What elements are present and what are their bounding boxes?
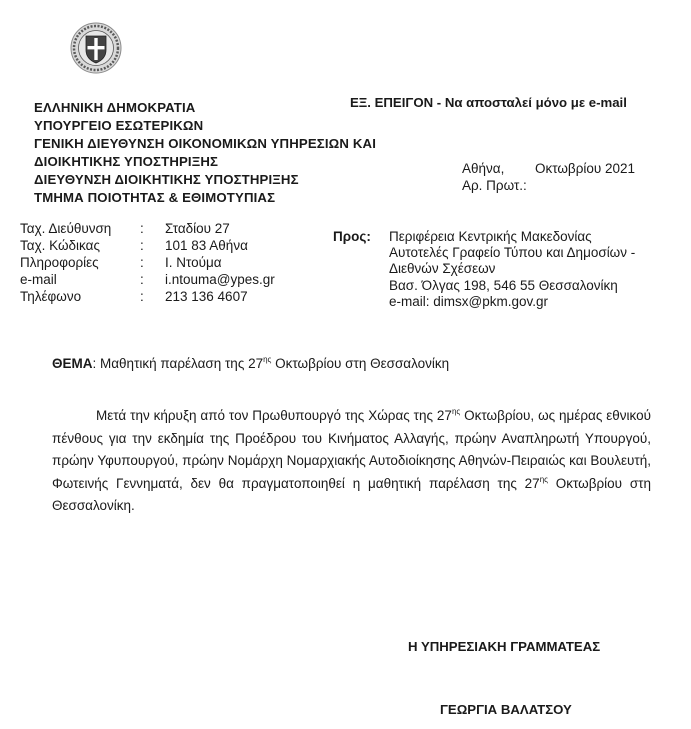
recipient-address <box>389 229 635 310</box>
header-line: ΔΙΕΥΘΥΝΣΗ ΔΙΟΙΚΗΤΙΚΗΣ ΥΠΟΣΤΗΡΙΞΗΣ <box>34 172 299 187</box>
subject-superscript: ης <box>263 355 272 364</box>
header-line: ΔΙΟΙΚΗΤΙΚΗΣ ΥΠΟΣΤΗΡΙΞΗΣ <box>34 154 219 169</box>
recipient-line: Περιφέρεια Κεντρικής Μακεδονίας <box>389 229 592 244</box>
contact-label: e-mail <box>20 272 57 287</box>
coat-of-arms-emblem <box>70 22 122 74</box>
header-line: ΤΜΗΜΑ ΠΟΙΟΤΗΤΑΣ & ΕΘΙΜΟΤΥΠΙΑΣ <box>34 190 276 205</box>
date-city: Αθήνα, <box>462 161 505 176</box>
subject-text-end: Οκτωβρίου στη Θεσσαλονίκη <box>271 356 450 371</box>
contact-row <box>20 237 320 254</box>
issuer-header <box>34 99 376 207</box>
contact-row <box>20 288 320 305</box>
contact-value: Σταδίου 27 <box>165 221 230 236</box>
protocol-number-label: Αρ. Πρωτ.: <box>462 178 527 193</box>
header-line: ΕΛΛΗΝΙΚΗ ΔΗΜΟΚΡΑΤΙΑ <box>34 100 196 115</box>
contact-colon: : <box>140 221 144 236</box>
recipient-line: Βασ. Όλγας 198, 546 55 Θεσσαλονίκη <box>389 277 618 293</box>
contact-info <box>20 220 320 310</box>
contact-value: 213 136 4607 <box>165 289 248 304</box>
recipient-label: Προς: <box>333 229 371 244</box>
contact-colon: : <box>140 255 144 270</box>
contact-label: Τηλέφωνο <box>20 289 82 304</box>
contact-colon: : <box>140 289 144 304</box>
contact-label: Πληροφορίες <box>20 255 99 270</box>
recipient-line: Αυτοτελές Γραφείο Τύπου και Δημοσίων - <box>389 245 636 261</box>
signatory-title: Η ΥΠΗΡΕΣΙΑΚΗ ΓΡΑΜΜΑΤΕΑΣ <box>408 639 601 654</box>
contact-row <box>20 271 320 288</box>
contact-value: 101 83 Αθήνα <box>165 238 248 253</box>
urgent-note: ΕΞ. ΕΠΕΙΓΟΝ - Να αποσταλεί μόνο με e-mail <box>350 95 627 110</box>
subject-text: : Μαθητική παρέλαση της 27 <box>92 356 264 371</box>
subject-label: ΘΕΜΑ <box>52 356 93 371</box>
contact-label: Ταχ. Κώδικας <box>20 238 100 253</box>
contact-label: Ταχ. Διεύθυνση <box>20 221 112 236</box>
header-line: ΥΠΟΥΡΓΕΙΟ ΕΣΩΤΕΡΙΚΩΝ <box>34 118 204 133</box>
header-line: ΓΕΝΙΚΗ ΔΙΕΥΘΥΝΣΗ ΟΙΚΟΝΟΜΙΚΩΝ ΥΠΗΡΕΣΙΩΝ ΚΑΙ <box>34 136 377 151</box>
body-superscript-1: ης <box>451 407 461 416</box>
recipient-line: e-mail: dimsx@pkm.gov.gr <box>389 293 548 309</box>
recipient-line: Διεθνών Σχέσεων <box>389 261 496 277</box>
date-month-year: Οκτωβρίου 2021 <box>535 161 636 176</box>
letter-body <box>52 405 651 518</box>
contact-value: i.ntouma@ypes.gr <box>165 272 275 287</box>
body-superscript-2: ης <box>539 474 548 484</box>
body-part-2: Οκτωβρίου, ως ημέρας εθνικού πένθους για την εκδημία της Προέδρου του Κινήματος Αλλαγής, πρώην Αναπληρωτή Υπουργού, πρώην Υφυπουργού, πρώην Νομάρχη Νομαρχιακής Αυτοδιοίκησης Αθηνών-Πειραιώς και Βουλευτή, Φωτεινής Γεννηματά, δεν θα πραγματοποιηθεί η μαθητική παρέλαση της 27 <box>52 408 651 491</box>
signatory-name: ΓΕΩΡΓΙΑ ΒΑΛΑΤΣΟΥ <box>440 702 572 717</box>
body-part-3: Οκτωβρίου στη Θεσσαλονίκη. <box>52 475 651 513</box>
body-part-1: Μετά την κήρυξη από τον Πρωθυπουργό της Χώρας της 27 <box>96 408 452 423</box>
contact-row <box>20 220 320 237</box>
contact-colon: : <box>140 238 144 253</box>
contact-value: Ι. Ντούμα <box>165 255 222 270</box>
contact-row <box>20 254 320 271</box>
subject-line <box>52 356 449 371</box>
contact-colon: : <box>140 272 144 287</box>
